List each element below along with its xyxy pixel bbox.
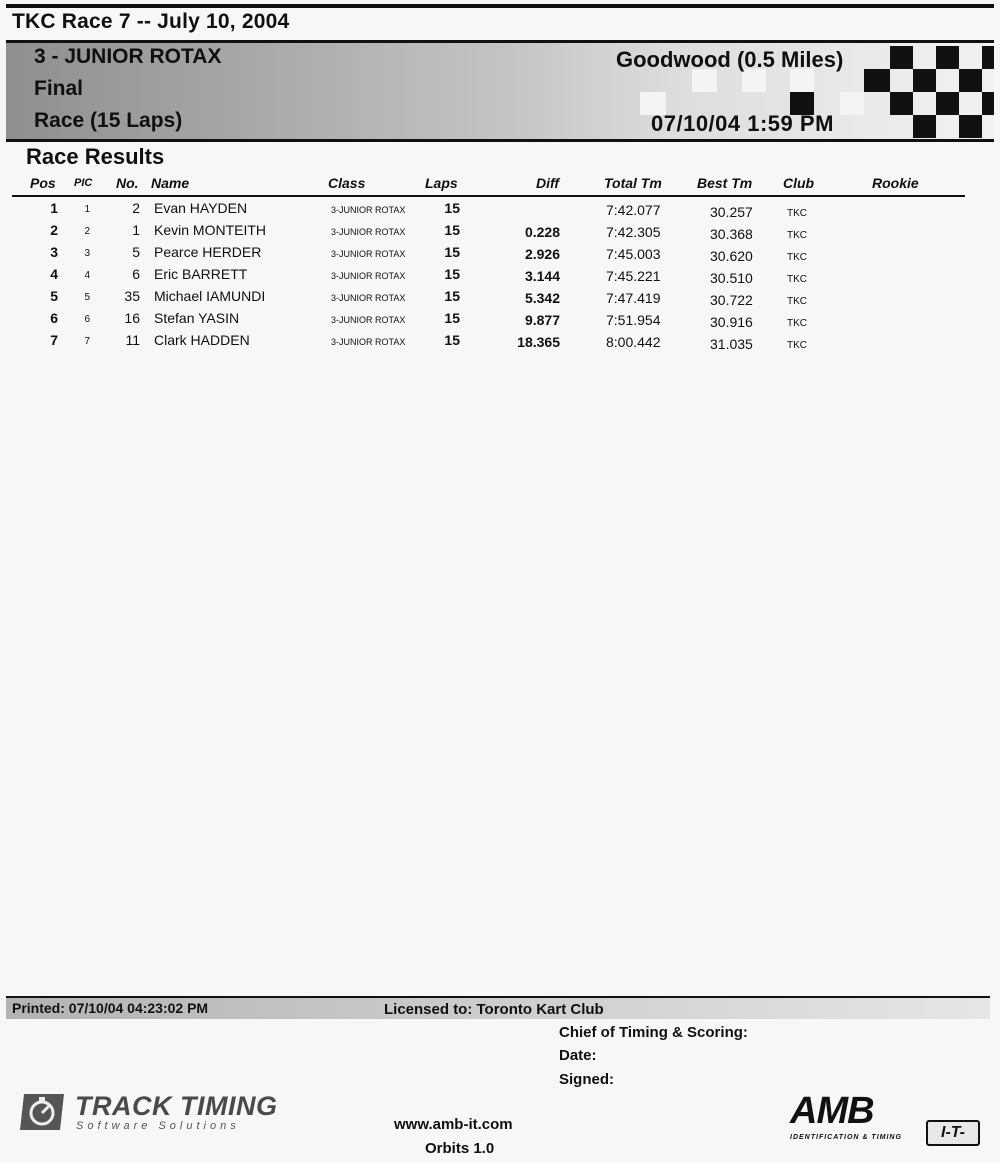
driver-name-cell: Stefan YASIN <box>154 310 240 326</box>
best-time-cell: 30.510 <box>710 270 753 286</box>
pic-cell: 1 <box>84 204 90 215</box>
best-time-cell: 31.035 <box>710 336 753 352</box>
table-row <box>0 329 1000 351</box>
best-time-cell: 30.722 <box>710 292 753 308</box>
column-header-total-time: Total Tm <box>604 175 662 191</box>
column-header-no: No. <box>116 175 139 191</box>
table-row <box>0 307 1000 329</box>
total-time-cell: 7:45.003 <box>606 246 661 262</box>
results-title: Race Results <box>26 144 165 169</box>
amb-it-badge: I-T- <box>926 1120 980 1146</box>
total-time-cell: 7:42.077 <box>606 202 661 218</box>
class-cell: 3-JUNIOR ROTAX <box>331 337 406 347</box>
class-cell: 3-JUNIOR ROTAX <box>331 227 406 237</box>
document-title: TKC Race 7 -- July 10, 2004 <box>12 10 290 33</box>
table-row <box>0 241 1000 263</box>
pos-cell: 1 <box>50 200 58 216</box>
pic-cell: 4 <box>84 270 90 281</box>
stopwatch-icon <box>18 1092 66 1132</box>
club-cell: TKC <box>787 296 807 307</box>
club-cell: TKC <box>787 208 807 219</box>
kart-number-cell: 6 <box>132 266 140 282</box>
best-time-cell: 30.620 <box>710 248 753 264</box>
club-cell: TKC <box>787 340 807 351</box>
kart-number-cell: 2 <box>132 200 140 216</box>
diff-cell: 9.877 <box>524 312 560 328</box>
pic-cell: 7 <box>84 336 90 347</box>
best-time-cell: 30.368 <box>710 226 753 242</box>
column-header-name: Name <box>151 175 190 191</box>
kart-number-cell: 1 <box>132 222 140 238</box>
diff-cell: 18.365 <box>517 334 560 350</box>
driver-name-cell: Kevin MONTEITH <box>154 222 267 238</box>
best-time-cell: 30.257 <box>710 204 753 220</box>
total-time-cell: 7:47.419 <box>606 290 661 306</box>
pos-cell: 4 <box>50 266 58 282</box>
table-row <box>0 285 1000 307</box>
amb-tagline: IDENTIFICATION & TIMING <box>790 1134 902 1141</box>
pic-cell: 5 <box>84 292 90 303</box>
kart-number-cell: 35 <box>124 288 140 304</box>
driver-name-cell: Michael IAMUNDI <box>154 288 266 304</box>
track-timing-logo <box>18 1092 303 1136</box>
diff-cell: 3.144 <box>524 268 560 284</box>
software-version: Orbits 1.0 <box>425 1140 495 1157</box>
printed-timestamp: Printed: 07/10/04 04:23:02 PM <box>12 1000 209 1016</box>
footer-bar <box>6 996 990 1019</box>
column-header-diff: Diff <box>536 175 560 191</box>
column-header-class: Class <box>328 175 366 191</box>
licensed-to: Licensed to: Toronto Kart Club <box>384 1001 604 1018</box>
chief-of-timing-label: Chief of Timing & Scoring: <box>559 1024 748 1041</box>
club-cell: TKC <box>787 318 807 329</box>
club-cell: TKC <box>787 252 807 263</box>
column-header-pic: PIC <box>74 177 93 189</box>
pos-cell: 5 <box>50 288 58 304</box>
best-time-cell: 30.916 <box>710 314 753 330</box>
kart-number-cell: 11 <box>125 332 140 348</box>
column-header-pos: Pos <box>30 175 56 191</box>
date-label: Date: <box>559 1047 597 1064</box>
laps-cell: 15 <box>444 222 460 238</box>
laps-cell: 15 <box>444 288 460 304</box>
driver-name-cell: Clark HADDEN <box>154 332 250 348</box>
race-laps-label: Race (15 Laps) <box>34 109 183 132</box>
top-rule <box>6 4 994 8</box>
laps-cell: 15 <box>444 332 460 348</box>
table-row <box>0 197 1000 219</box>
race-header-band <box>6 40 994 142</box>
signed-label: Signed: <box>559 1071 614 1088</box>
race-session: Final <box>34 77 84 100</box>
race-class-name: 3 - JUNIOR ROTAX <box>34 45 222 68</box>
total-time-cell: 7:51.954 <box>606 312 661 328</box>
column-header-best-time: Best Tm <box>697 175 753 191</box>
pic-cell: 6 <box>84 314 90 325</box>
driver-name-cell: Pearce HERDER <box>154 244 262 260</box>
club-cell: TKC <box>787 230 807 241</box>
driver-name-cell: Eric BARRETT <box>154 266 248 282</box>
class-cell: 3-JUNIOR ROTAX <box>331 205 406 215</box>
laps-cell: 15 <box>444 310 460 326</box>
club-cell: TKC <box>787 274 807 285</box>
diff-cell: 0.228 <box>524 224 560 240</box>
pos-cell: 6 <box>50 310 58 326</box>
pic-cell: 3 <box>84 248 90 259</box>
kart-number-cell: 5 <box>132 244 140 260</box>
website-link[interactable]: www.amb-it.com <box>394 1116 513 1133</box>
laps-cell: 15 <box>444 200 460 216</box>
pos-cell: 3 <box>50 244 58 260</box>
class-cell: 3-JUNIOR ROTAX <box>331 293 406 303</box>
total-time-cell: 7:42.305 <box>606 224 661 240</box>
class-cell: 3-JUNIOR ROTAX <box>331 271 406 281</box>
diff-cell: 2.926 <box>524 246 560 262</box>
amb-wordmark: AMB <box>790 1090 874 1132</box>
diff-cell: 5.342 <box>524 290 560 306</box>
pic-cell: 2 <box>84 226 90 237</box>
total-time-cell: 8:00.442 <box>606 334 661 350</box>
laps-cell: 15 <box>444 266 460 282</box>
results-table <box>0 197 1000 351</box>
pos-cell: 2 <box>50 222 58 238</box>
race-datetime: 07/10/04 1:59 PM <box>651 111 834 136</box>
driver-name-cell: Evan HAYDEN <box>154 200 248 216</box>
kart-number-cell: 16 <box>124 310 140 326</box>
class-cell: 3-JUNIOR ROTAX <box>331 315 406 325</box>
column-header-rookie: Rookie <box>872 175 919 191</box>
table-row <box>0 263 1000 285</box>
laps-cell: 15 <box>444 244 460 260</box>
track-timing-subtitle: Software Solutions <box>76 1120 240 1132</box>
pos-cell: 7 <box>50 332 58 348</box>
column-header-club: Club <box>783 175 815 191</box>
class-cell: 3-JUNIOR ROTAX <box>331 249 406 259</box>
column-header-laps: Laps <box>425 175 458 191</box>
table-row <box>0 219 1000 241</box>
total-time-cell: 7:45.221 <box>606 268 661 284</box>
amb-logo <box>784 1090 984 1148</box>
track-timing-title: TRACK TIMING <box>75 1091 278 1121</box>
track-name: Goodwood (0.5 Miles) <box>616 47 844 72</box>
